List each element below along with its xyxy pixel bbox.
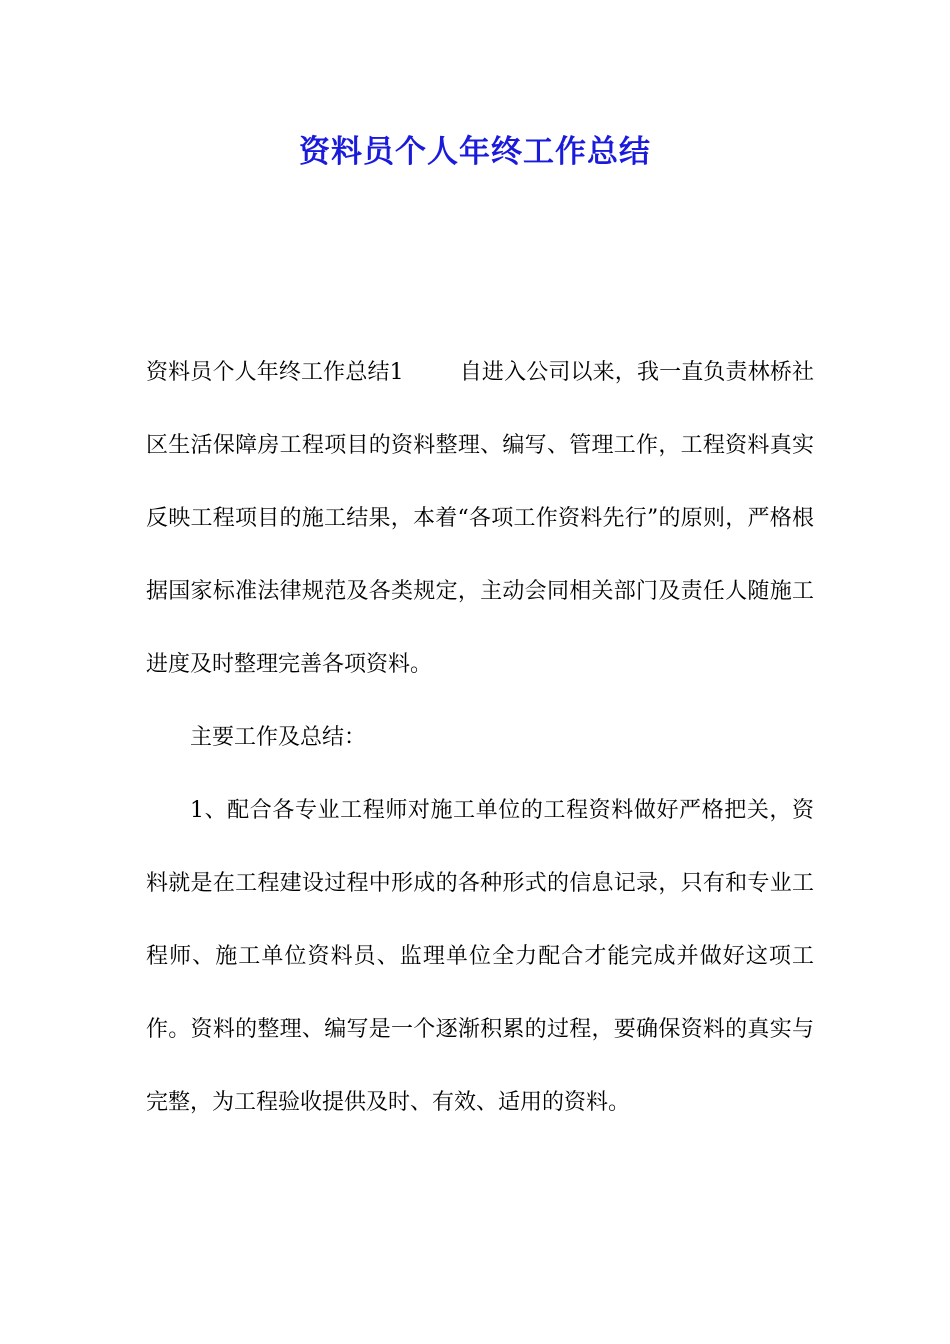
intro-heading: 资料员个人年终工作总结1 [146,360,404,385]
list-item: 1、配合各专业工程师对施工单位的工程资料做好严格把关，资料就是在工程建设过程中形成的各种形式的信息记录，只有和专业工程师、施工单位资料员、监理单位全力配合才能完成并做好这项工作。资料的整理、编写是一个逐渐积累的过程，要确保资料的真实与完整，为工程验收提供及时、有效、适用的资料。 [146,798,814,1115]
page-title: 资料员个人年终工作总结 [299,134,651,170]
section-heading: 主要工作及总结： [190,725,367,750]
document-body [146,336,814,1139]
intro-text: 自进入公司以来，我一直负责林桥社区生活保障房工程项目的资料整理、编写、管理工作，工程资料真实反映工程项目的施工结果，本着“各项工作资料先行”的原则，严格根据国家标准法律规范及各类规定，主动会同相关部门及责任人随施工进度及时整理完善各项资料。 [146,360,814,677]
intro-paragraph [146,336,814,701]
